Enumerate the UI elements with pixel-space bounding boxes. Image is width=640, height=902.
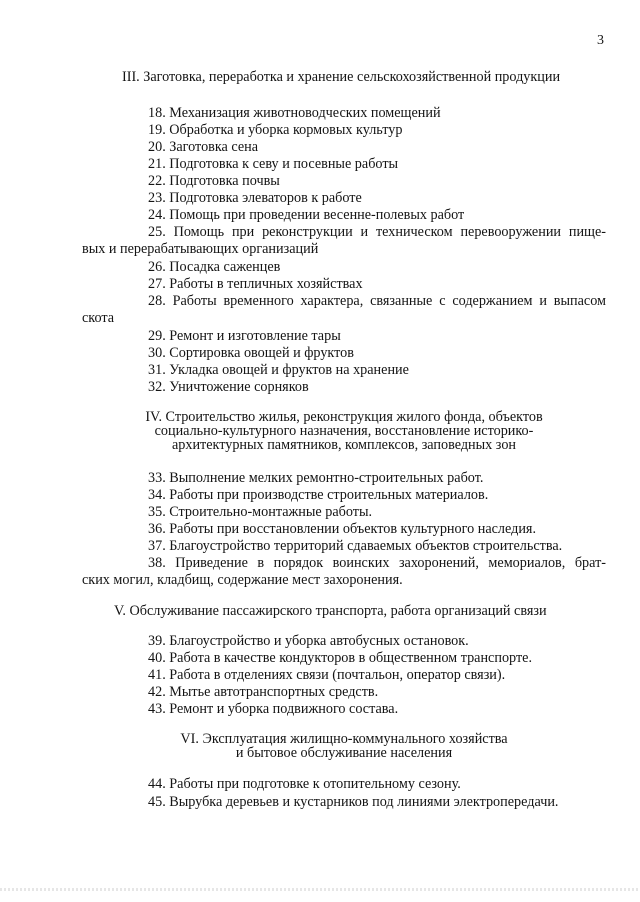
list-item-22: 22. Подготовка почвы [148,173,280,189]
list-item-25-continuation: вых и перерабатывающих организаций [82,241,319,257]
list-item-37: 37. Благоустройство территорий сдаваемых объектов строительства. [148,538,563,554]
section-heading-vi-line2: и бытовое обслуживание населения [235,745,453,761]
list-item-41: 41. Работа в отделениях связи (почтальон, оператор связи). [148,667,506,683]
list-item-20: 20. Заготовка сена [148,139,259,155]
list-item-28: 28. Работы временного характера, связанные с содержанием и выпасом [148,293,606,309]
list-item-40: 40. Работа в качестве кондукторов в общественном транспорте. [148,650,532,666]
list-item-26: 26. Посадка саженцев [148,259,281,275]
list-item-36: 36. Работы при восстановлении объектов культурного наследия. [148,521,536,537]
list-item-19: 19. Обработка и уборка кормовых культур [148,122,403,138]
section-heading-vi-line1: VI. Эксплуатация жилищно-коммунального хозяйства [180,731,508,747]
section-heading-iv-line2: социально-культурного назначения, восстановление историко- [154,423,534,439]
list-item-44: 44. Работы при подготовке к отопительному сезону. [148,776,461,792]
list-item-38: 38. Приведение в порядок воинских захоронений, мемориалов, брат- [148,555,606,571]
list-item-34: 34. Работы при производстве строительных материалов. [148,487,489,503]
list-item-31: 31. Укладка овощей и фруктов на хранение [148,362,409,378]
list-item-45: 45. Вырубка деревьев и кустарников под линиями электропередачи. [148,794,559,810]
list-item-28-continuation: скота [82,310,115,326]
list-item-23: 23. Подготовка элеваторов к работе [148,190,362,206]
list-item-24: 24. Помощь при проведении весенне-полевых работ [148,207,465,223]
list-item-29: 29. Ремонт и изготовление тары [148,328,341,344]
list-item-33: 33. Выполнение мелких ремонтно-строительных работ. [148,470,484,486]
section-heading-iv-line3: архитектурных памятников, комплексов, заповедных зон [171,437,517,453]
list-item-38-continuation: ских могил, кладбищ, содержание мест захоронения. [82,572,403,588]
list-item-25: 25. Помощь при реконструкции и техническом перевооружении пище- [148,224,606,240]
section-heading-v: V. Обслуживание пассажирского транспорта, работа организаций связи [114,603,547,619]
section-heading-iv-line1: IV. Строительство жилья, реконструкция жилого фонда, объектов [145,409,543,425]
scan-bottom-edge [0,888,640,891]
list-item-39: 39. Благоустройство и уборка автобусных остановок. [148,633,469,649]
list-item-32: 32. Уничтожение сорняков [148,379,309,395]
section-heading-iii: III. Заготовка, переработка и хранение сельскохозяйственной продукции [122,69,561,85]
list-item-35: 35. Строительно-монтажные работы. [148,504,373,520]
list-item-30: 30. Сортировка овощей и фруктов [148,345,354,361]
list-item-18: 18. Механизация животноводческих помещений [148,105,441,121]
list-item-27: 27. Работы в тепличных хозяйствах [148,276,363,292]
list-item-43: 43. Ремонт и уборка подвижного состава. [148,701,399,717]
page-number: 3 [597,33,604,48]
list-item-21: 21. Подготовка к севу и посевные работы [148,156,399,172]
list-item-42: 42. Мытье автотранспортных средств. [148,684,379,700]
